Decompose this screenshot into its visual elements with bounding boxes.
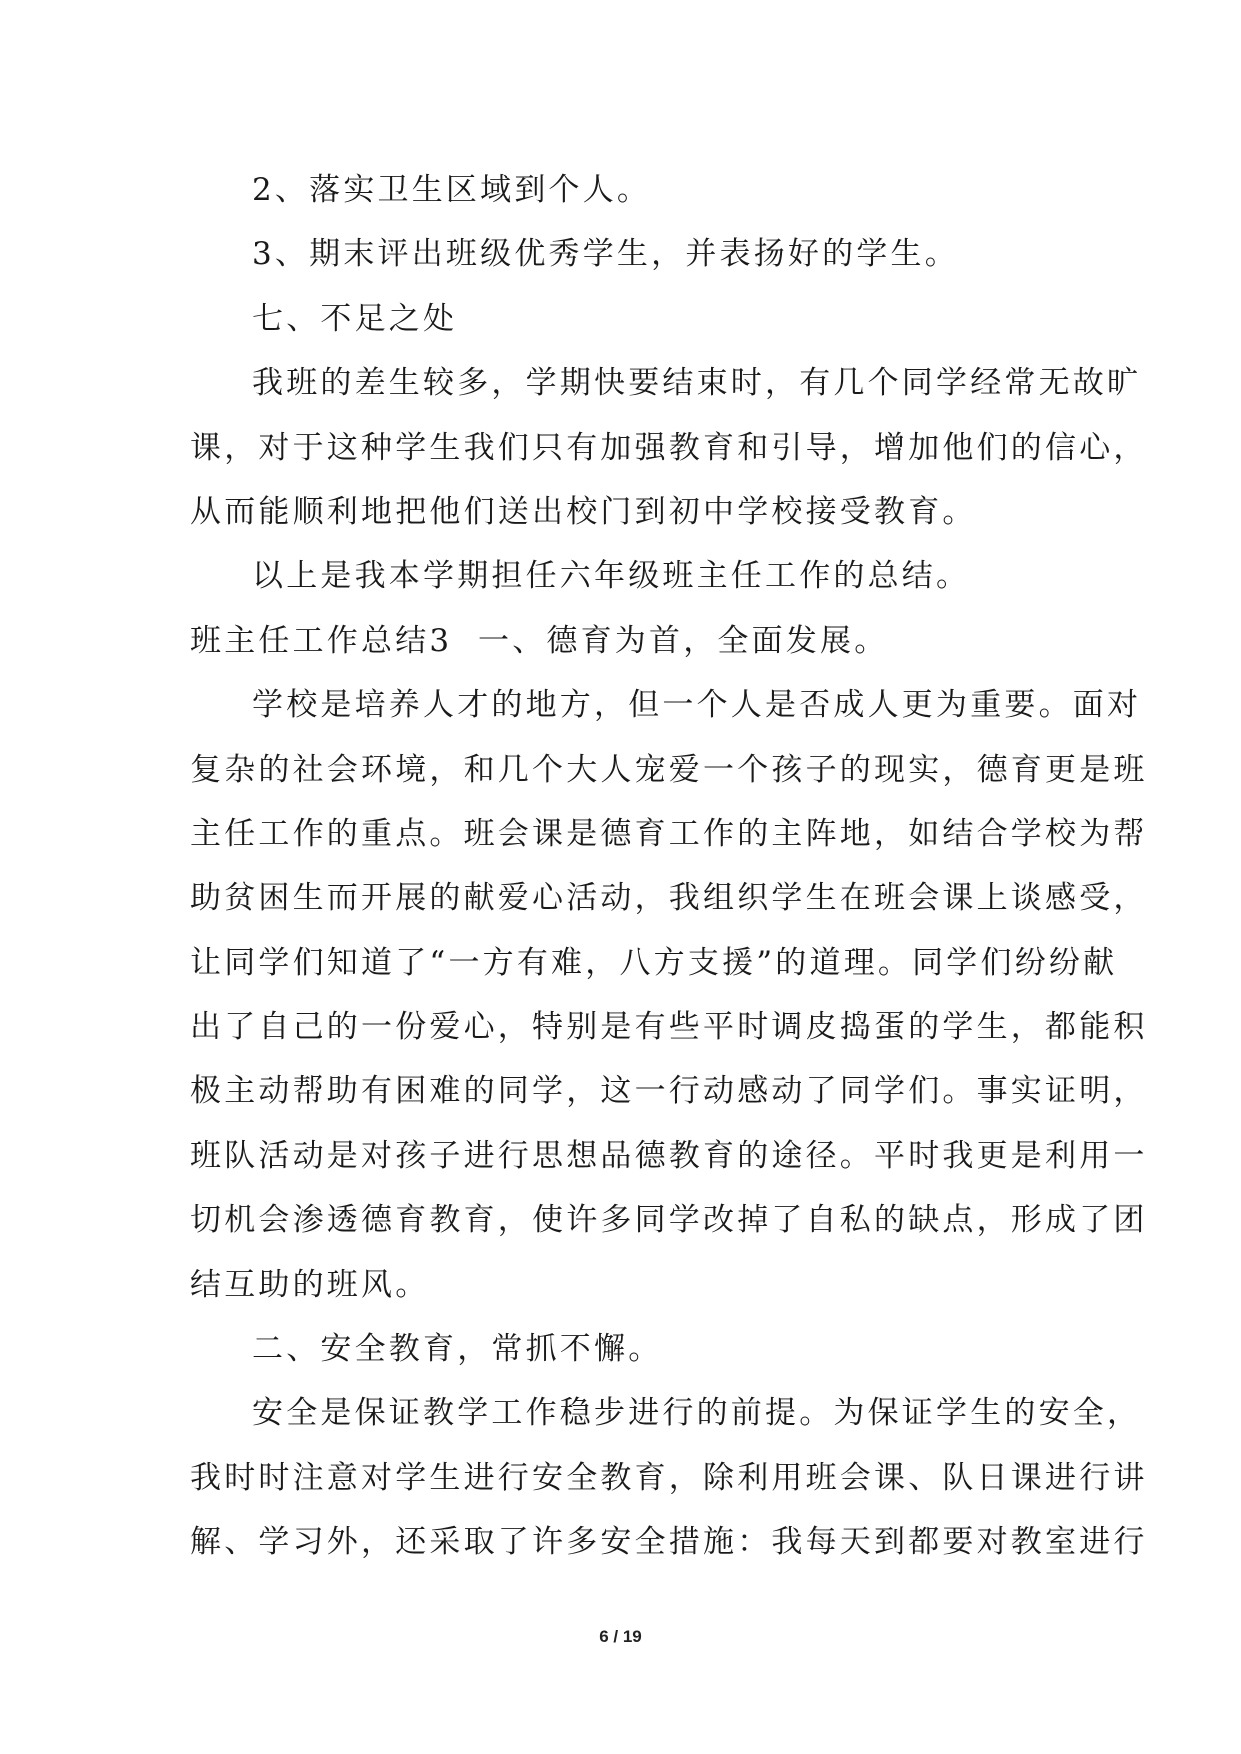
page-number: 6 / 19	[599, 1627, 642, 1646]
paragraph-line: 学校是培养人才的地方，但一个人是否成人更为重要。面对	[252, 687, 1142, 724]
list-item: 2、落实卫生区域到个人。	[252, 172, 652, 208]
paragraph-line: 以上是我本学期担任六年级班主任工作的总结。	[252, 558, 971, 595]
paragraph-line: 复杂的社会环境，和几个大人宠爱一个孩子的现实，德育更是班	[190, 751, 1148, 788]
section-title-row	[190, 609, 1070, 673]
paragraph-line: 解、学习外，还采取了许多安全措施：我每天到都要对教室进行	[190, 1524, 1148, 1561]
paragraph-line: 班队活动是对孩子进行思想品德教育的途径。平时我更是利用一	[190, 1137, 1148, 1174]
list-item: 3、期末评出班级优秀学生，并表扬好的学生。	[252, 236, 959, 273]
document-title: 班主任工作总结3	[190, 622, 453, 659]
paragraph-line: 从而能顺利地把他们送出校门到初中学校接受教育。	[190, 493, 977, 530]
paragraph-line: 出了自己的一份爱心，特别是有些平时调皮捣蛋的学生，都能积	[190, 1009, 1148, 1046]
paragraph-line: 结互助的班风。	[190, 1266, 430, 1303]
paragraph-line: 极主动帮助有困难的同学，这一行动感动了同学们。事实证明，	[190, 1073, 1148, 1110]
paragraph-line: 安全是保证教学工作稳步进行的前提。为保证学生的安全，	[252, 1395, 1142, 1432]
document-body	[190, 158, 1148, 1575]
section-heading: 一、德育为首，全面发展。	[478, 622, 889, 659]
paragraph-line: 助贫困生而开展的献爱心活动，我组织学生在班会课上谈感受，	[190, 880, 1148, 917]
paragraph-line: 课，对于这种学生我们只有加强教育和引导，增加他们的信心，	[190, 429, 1148, 466]
paragraph-line: 主任工作的重点。班会课是德育工作的主阵地，如结合学校为帮	[190, 815, 1148, 852]
section-heading: 七、不足之处	[252, 300, 458, 337]
paragraph-line: 我班的差生较多，学期快要结束时，有几个同学经常无故旷	[252, 365, 1142, 402]
paragraph-line: 切机会渗透德育教育，使许多同学改掉了自私的缺点，形成了团	[190, 1202, 1148, 1239]
paragraph-line: 我时时注意对学生进行安全教育，除利用班会课、队日课进行讲	[190, 1459, 1148, 1496]
section-heading: 二、安全教育，常抓不懈。	[252, 1331, 663, 1368]
paragraph-line: 让同学们知道了“一方有难，八方支援”的道理。同学们纷纷献	[190, 944, 1118, 981]
